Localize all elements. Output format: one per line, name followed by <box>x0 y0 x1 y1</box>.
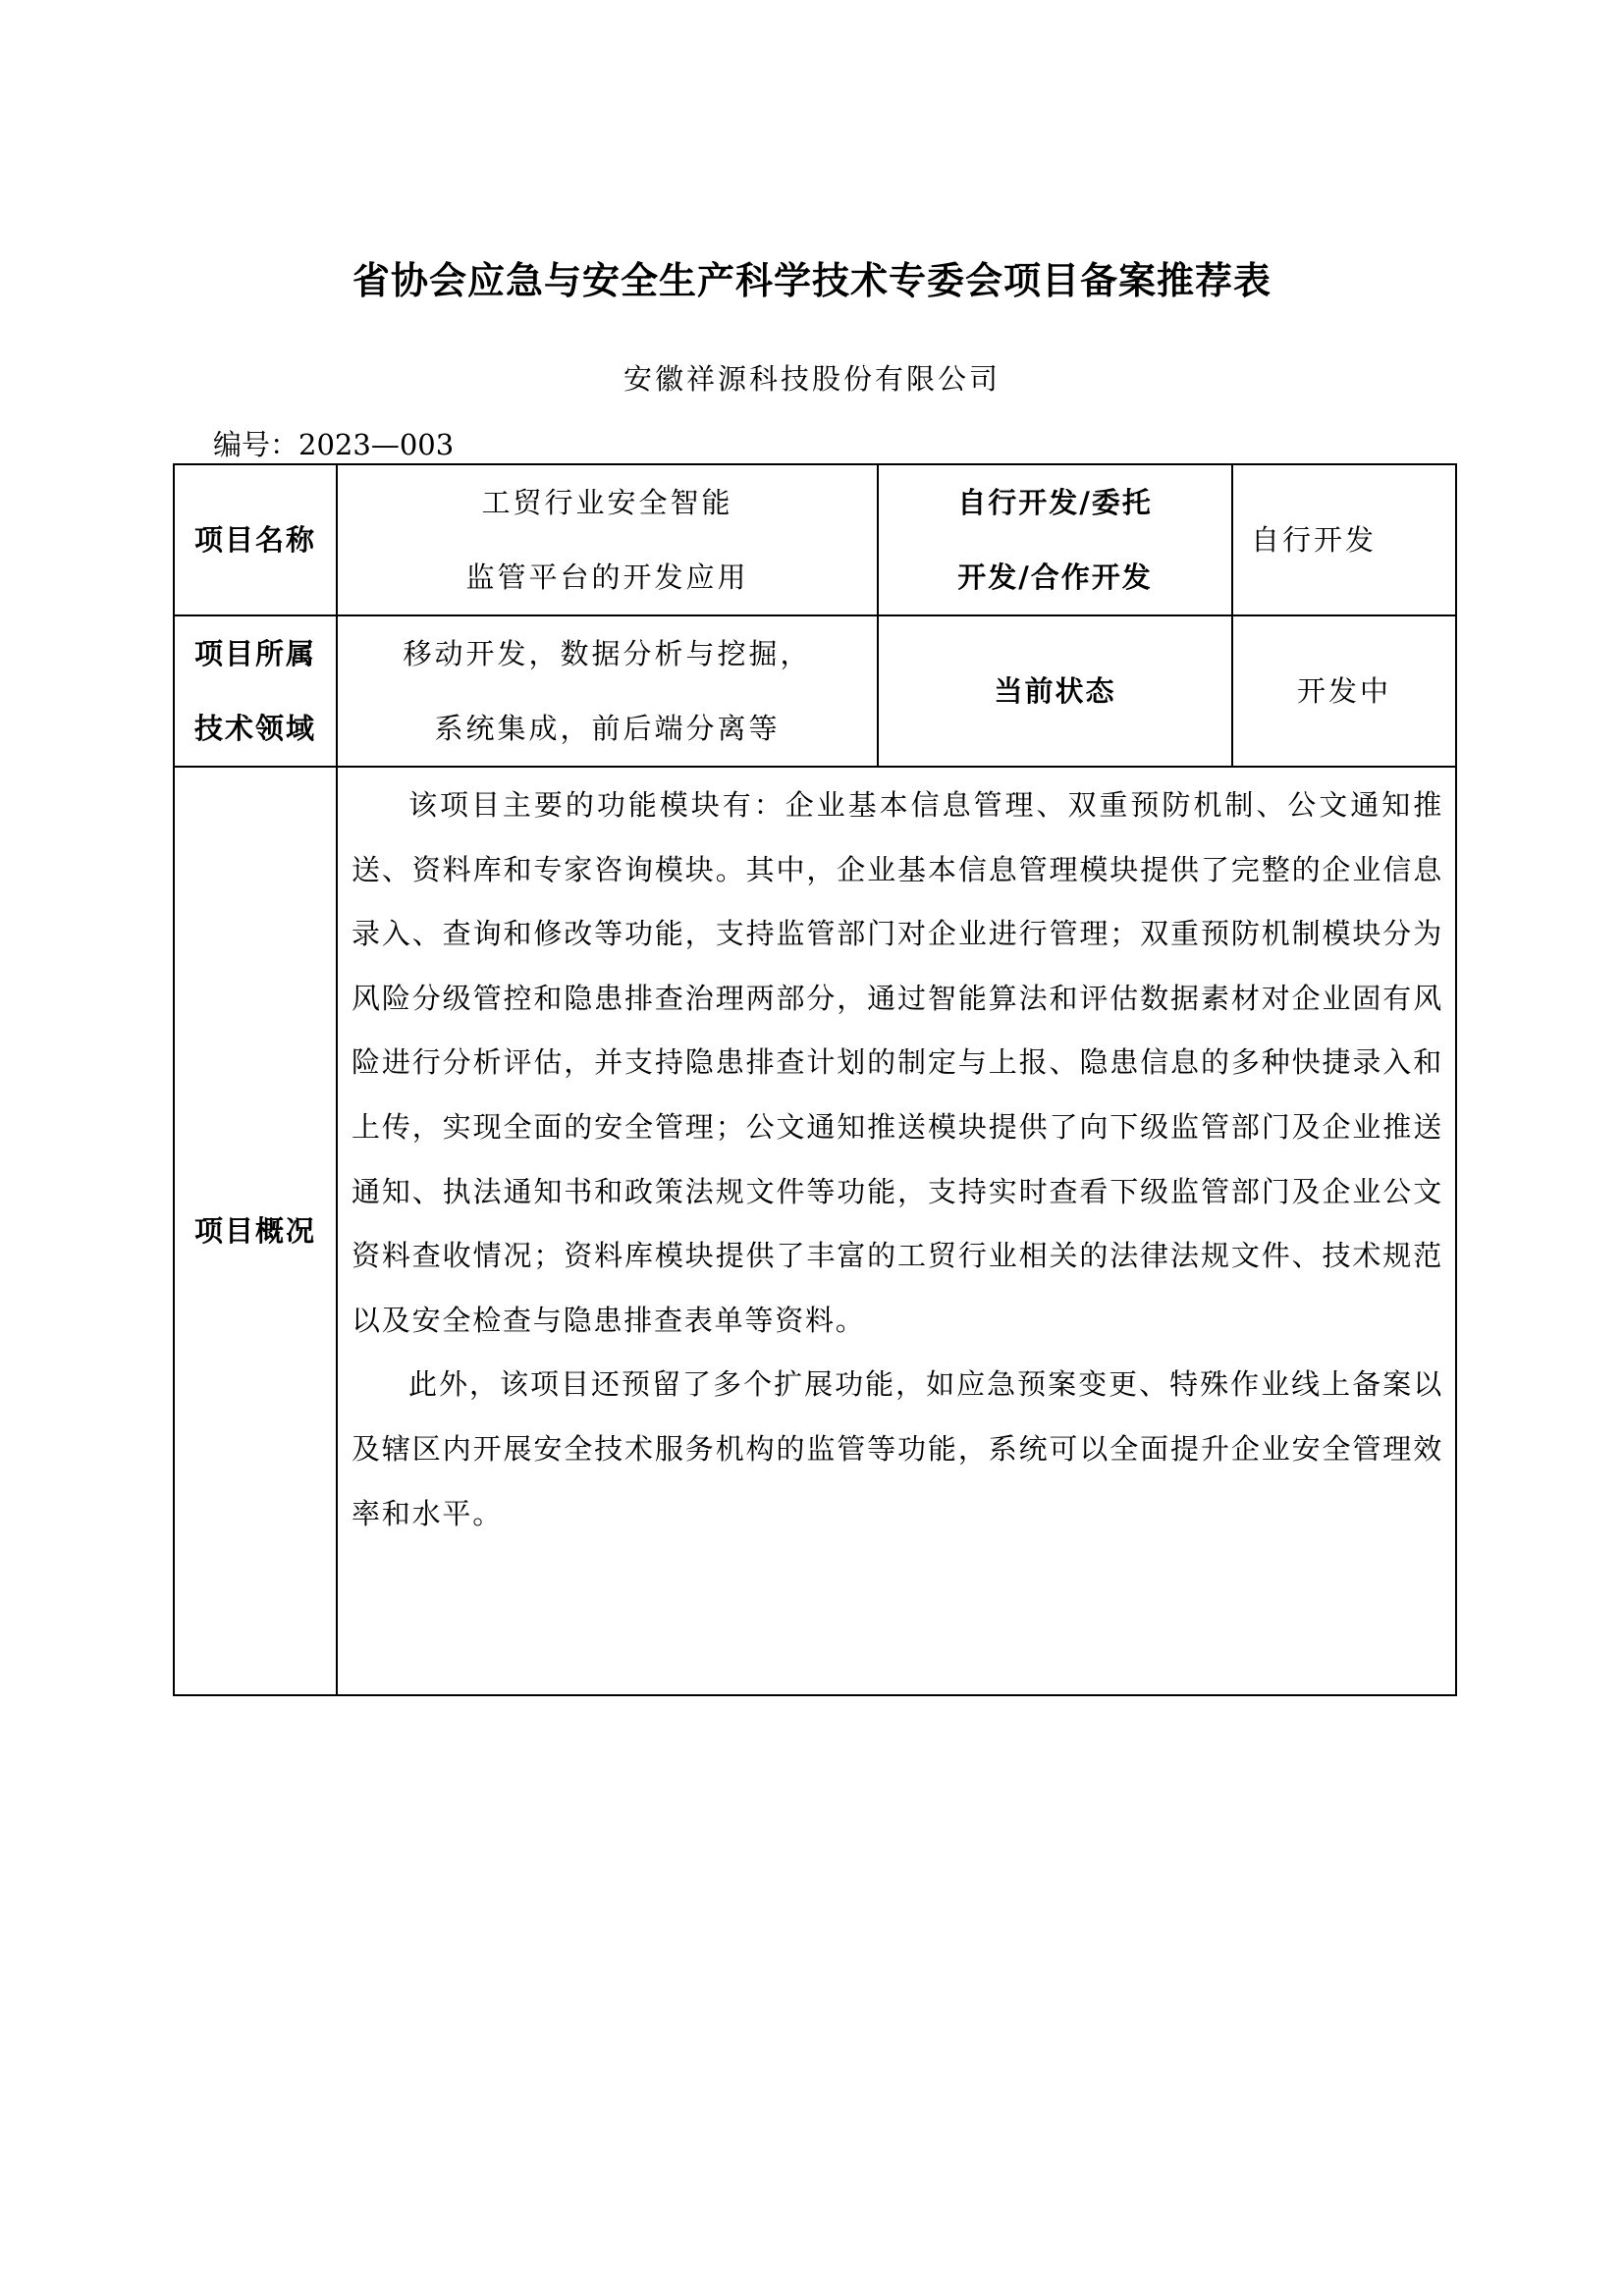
serial-number <box>213 423 454 463</box>
row-overview <box>174 767 1456 1695</box>
project-name-line-1: 工贸行业安全智能 <box>481 486 733 519</box>
tech-field-header-line-2: 技术领域 <box>193 712 316 745</box>
tech-field-value <box>337 615 878 767</box>
project-form-table <box>173 463 1457 1696</box>
overview-paragraph-1: 该项目主要的功能模块有：企业基本信息管理、双重预防机制、公文通知推送、资料库和专家咨询模块。其中，企业基本信息管理模块提供了完整的企业信息录入、查询和修改等功能，支持监管部门对企业进行管理；双重预防机制模块分为风险分级管控和隐患排查治理两部分，通过智能算法和评估数据素材对企业固有风险进行分析评估，并支持隐患排查计划的制定与上报、隐患信息的多种快捷录入和上传，实现全面的安全管理；公文通知推送模块提供了向下级监管部门及企业推送通知、执法通知书和政策法规文件等功能，支持实时查看下级监管部门及企业公文资料查收情况；资料库模块提供了丰富的工贸行业相关的法律法规文件、技术规范以及安全检查与隐患排查表单等资料。 <box>352 788 1443 1337</box>
tech-field-header-line-1: 项目所属 <box>193 637 316 670</box>
overview-header: 项目概况 <box>174 767 337 1695</box>
dev-mode-value: 自行开发 <box>1232 464 1456 615</box>
project-name-header: 项目名称 <box>174 464 337 615</box>
dev-mode-header <box>878 464 1232 615</box>
status-value: 开发中 <box>1232 615 1456 767</box>
overview-content <box>337 767 1456 1695</box>
tech-field-line-1: 移动开发，数据分析与挖掘， <box>403 637 812 670</box>
serial-label: 编号： <box>213 428 299 461</box>
dev-mode-header-line-2: 开发/合作开发 <box>957 561 1153 594</box>
company-name: 安徽祥源科技股份有限公司 <box>623 362 1001 396</box>
document-title: 省协会应急与安全生产科学技术专委会项目备案推荐表 <box>352 259 1272 302</box>
tech-field-header <box>174 615 337 767</box>
project-name-value <box>337 464 878 615</box>
project-name-line-2: 监管平台的开发应用 <box>465 561 749 594</box>
row-project-name <box>174 464 1456 615</box>
tech-field-line-2: 系统集成，前后端分离等 <box>434 712 781 745</box>
dev-mode-header-line-1: 自行开发/委托 <box>957 486 1153 519</box>
serial-value: 2023—003 <box>298 428 455 461</box>
overview-paragraph-2: 此外，该项目还预留了多个扩展功能，如应急预案变更、特殊作业线上备案以及辖区内开展安全技术服务机构的监管等功能，系统可以全面提升企业安全管理效率和水平。 <box>352 1367 1443 1530</box>
status-header: 当前状态 <box>878 615 1232 767</box>
row-tech-field <box>174 615 1456 767</box>
